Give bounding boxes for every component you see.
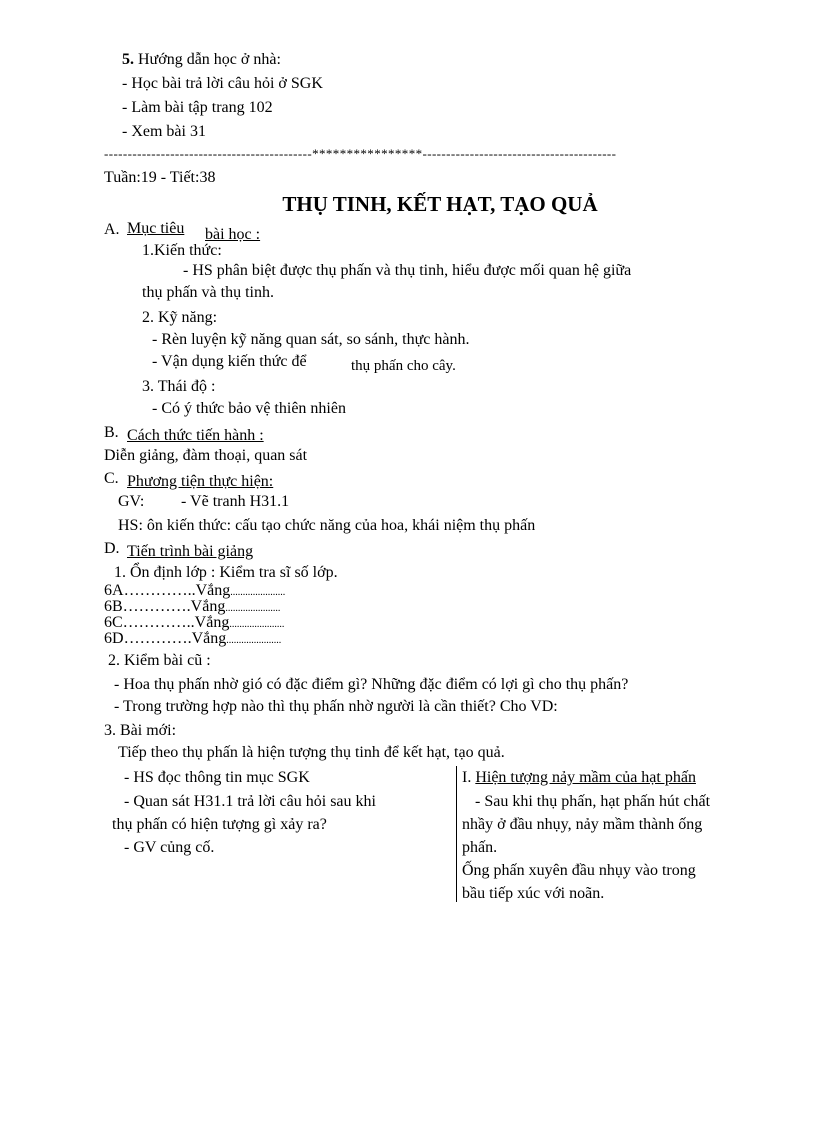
new-lesson-heading: 3. Bài mới: [104, 722, 177, 739]
right-heading-text: Hiện tượng nảy mầm của hạt phấn [475, 769, 696, 786]
attitude-item: - Có ý thức bảo vệ thiên nhiên [152, 400, 346, 417]
section-separator [104, 144, 616, 164]
left-column-line: - Quan sát H31.1 trả lời câu hỏi sau khi [124, 793, 376, 810]
separator-left-dashes: -------------------------------------------- [104, 146, 313, 161]
absent-fill: ...................... [226, 635, 282, 646]
class-name: 6D [104, 630, 124, 647]
section-b-heading: Cách thức tiến hành : [127, 427, 264, 444]
section-a-letter: A. [104, 221, 120, 238]
homework-item: - Học bài trả lời câu hỏi ở SGK [122, 75, 323, 92]
section-c-letter: C. [104, 470, 119, 487]
right-column-line: Ống phấn xuyên đầu nhụy vào trong [462, 862, 696, 879]
hs-materials: HS: ôn kiến thức: cấu tạo chức năng của hoa, khái niệm thụ phấn [118, 517, 536, 534]
left-column-line: thụ phấn có hiện tượng gì xảy ra? [112, 816, 327, 833]
homework-item: - Xem bài 31 [122, 123, 206, 140]
right-heading-number: I. [462, 769, 472, 786]
skills-item: - Rèn luyện kỹ năng quan sát, so sánh, thực hành. [152, 331, 470, 348]
class-dots: ………….. [122, 614, 195, 631]
homework-heading-number: 5. [122, 51, 134, 68]
homework-item: - Làm bài tập trang 102 [122, 99, 273, 116]
right-column-heading [462, 768, 696, 788]
absent-label: Vắng [195, 582, 231, 599]
right-column-line: phấn. [462, 839, 498, 856]
knowledge-line: - HS phân biệt được thụ phấn và thụ tinh, hiểu được mối quan hệ giữa [183, 262, 632, 279]
old-lesson-heading: 2. Kiểm bài cũ : [108, 652, 211, 669]
section-d-letter: D. [104, 540, 120, 557]
class-dots: …………. [122, 598, 191, 615]
absent-fill: ...................... [229, 619, 285, 630]
right-column-line: nhầy ở đầu nhụy, nảy mầm thành ống [462, 816, 703, 833]
class-name: 6C [104, 614, 123, 631]
skills-heading: 2. Kỹ năng: [142, 309, 218, 326]
class-name: 6B [104, 598, 123, 615]
absent-fill: ...................... [225, 603, 281, 614]
week-period-label: Tuần:19 - Tiết:38 [104, 169, 216, 186]
knowledge-heading: 1.Kiến thức: [142, 242, 222, 259]
homework-heading-text: Hướng dẫn học ở nhà: [134, 51, 281, 68]
skills-item: - Vận dụng kiến thức để [152, 353, 307, 370]
right-column-line: bầu tiếp xúc với noãn. [462, 885, 605, 902]
section-a-heading-part2: bài học : [205, 226, 261, 243]
separator-stars: **************** [312, 146, 423, 161]
section-c-heading: Phương tiện thực hiện: [127, 473, 274, 490]
gv-materials: - Vẽ tranh H31.1 [181, 493, 290, 510]
method-text: Diễn giảng, đàm thoại, quan sát [104, 447, 308, 464]
attitude-heading: 3. Thái độ : [142, 378, 216, 395]
old-lesson-question: - Trong trường hợp nào thì thụ phấn nhờ người là cần thiết? Cho VD: [114, 698, 558, 715]
absent-label: Vắng [191, 630, 227, 647]
separator-right-dashes: ----------------------------------------- [422, 146, 617, 161]
section-b-letter: B. [104, 424, 119, 441]
knowledge-line: thụ phấn và thụ tinh. [142, 284, 274, 301]
left-column-line: - GV củng cố. [124, 839, 215, 856]
homework-heading [122, 50, 281, 70]
stabilize-class: 1. Ổn định lớp : Kiểm tra sĩ số lớp. [114, 564, 338, 581]
new-lesson-intro: Tiếp theo thụ phấn là hiện tượng thụ tinh để kết hạt, tạo quả. [118, 744, 505, 761]
section-d-heading: Tiến trình bài giảng [127, 543, 254, 560]
absent-fill: ...................... [230, 587, 286, 598]
left-column-line: - HS đọc thông tin mục SGK [124, 769, 310, 786]
column-divider [456, 766, 457, 902]
class-name: 6A [104, 582, 124, 599]
gv-label: GV: [118, 493, 145, 510]
old-lesson-question: - Hoa thụ phấn nhờ gió có đặc điểm gì? Những đặc điểm có lợi gì cho thụ phấn? [114, 676, 629, 693]
right-column-line: - Sau khi thụ phấn, hạt phấn hút chất [475, 793, 711, 810]
attendance-row [104, 631, 281, 649]
class-dots: …………. [123, 630, 192, 647]
absent-label: Vắng [190, 598, 226, 615]
absent-label: Vắng [194, 614, 230, 631]
lesson-title: THỤ TINH, KẾT HẠT, TẠO QUẢ [282, 192, 598, 216]
class-dots: ………….. [123, 582, 196, 599]
skills-item-continuation: thụ phấn cho cây. [351, 358, 456, 374]
section-a-heading-part1: Mục tiêu [127, 220, 185, 237]
